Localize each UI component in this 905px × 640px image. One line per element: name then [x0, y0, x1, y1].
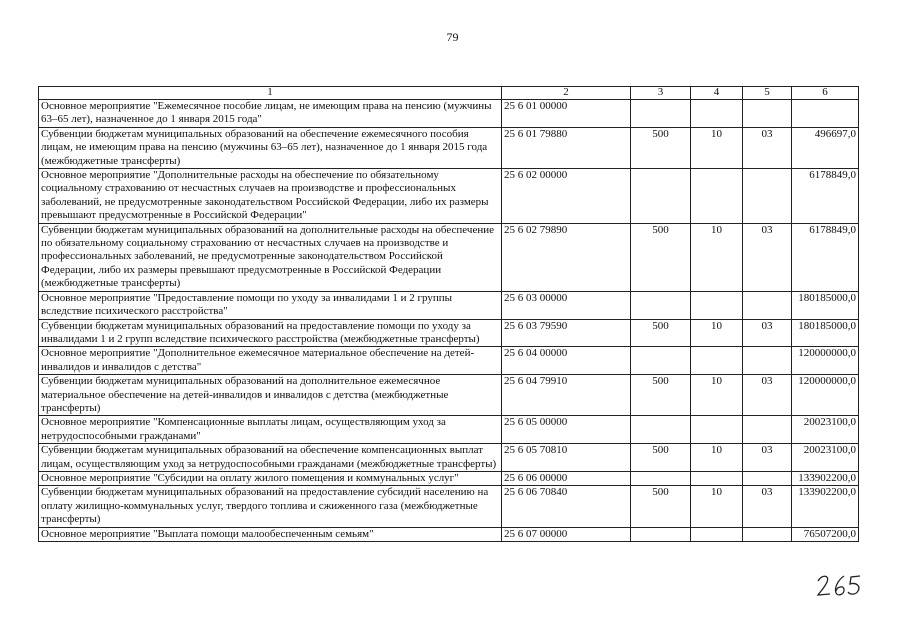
- col4-cell: 10: [691, 486, 743, 527]
- col3-cell: [631, 527, 691, 541]
- table-row: [39, 375, 859, 416]
- col3-cell: 500: [631, 319, 691, 347]
- col3-cell: [631, 471, 691, 485]
- measure-name-cell: Основное мероприятие "Компенсационные выплаты лицам, осуществляющим уход за нетрудоспособными гражданами": [39, 416, 502, 444]
- column-header: 1: [39, 87, 502, 100]
- amount-cell: 496697,0: [792, 127, 859, 168]
- table-row: [39, 100, 859, 128]
- col4-cell: [691, 527, 743, 541]
- col4-cell: 10: [691, 444, 743, 472]
- col3-cell: [631, 169, 691, 224]
- code-cell: 25 6 07 00000: [502, 527, 631, 541]
- table-row: [39, 416, 859, 444]
- amount-cell: 120000000,0: [792, 347, 859, 375]
- measure-name-cell: Субвенции бюджетам муниципальных образований на обеспечение компенсационных выплат лицам, осуществляющим уход за нетрудоспособными гражданами (межбюджетные трансферты): [39, 444, 502, 472]
- measure-name-cell: Основное мероприятие "Выплата помощи малообеспеченным семьям": [39, 527, 502, 541]
- col3-cell: 500: [631, 444, 691, 472]
- code-cell: 25 6 02 00000: [502, 169, 631, 224]
- col4-cell: [691, 471, 743, 485]
- col3-cell: [631, 100, 691, 128]
- column-header: 5: [743, 87, 792, 100]
- amount-cell: 20023100,0: [792, 416, 859, 444]
- amount-cell: 6178849,0: [792, 223, 859, 291]
- col5-cell: 03: [743, 486, 792, 527]
- measure-name-cell: Основное мероприятие "Предоставление помощи по уходу за инвалидами 1 и 2 группы вследствие психического расстройства": [39, 291, 502, 319]
- handwritten-page-mark: [814, 572, 874, 600]
- col5-cell: [743, 471, 792, 485]
- col4-cell: [691, 100, 743, 128]
- col5-cell: [743, 100, 792, 128]
- col5-cell: 03: [743, 223, 792, 291]
- table-row: [39, 444, 859, 472]
- code-cell: 25 6 01 79880: [502, 127, 631, 168]
- col4-cell: [691, 169, 743, 224]
- col5-cell: 03: [743, 444, 792, 472]
- amount-cell: 20023100,0: [792, 444, 859, 472]
- amount-cell: 180185000,0: [792, 319, 859, 347]
- column-header: 2: [502, 87, 631, 100]
- amount-cell: 133902200,0: [792, 471, 859, 485]
- col4-cell: [691, 347, 743, 375]
- col5-cell: 03: [743, 319, 792, 347]
- code-cell: 25 6 03 79590: [502, 319, 631, 347]
- col5-cell: 03: [743, 375, 792, 416]
- col3-cell: 500: [631, 486, 691, 527]
- col3-cell: [631, 347, 691, 375]
- amount-cell: 180185000,0: [792, 291, 859, 319]
- code-cell: 25 6 05 70810: [502, 444, 631, 472]
- col5-cell: [743, 527, 792, 541]
- budget-table: [38, 86, 859, 542]
- code-cell: 25 6 06 00000: [502, 471, 631, 485]
- table-row: [39, 223, 859, 291]
- table-row: [39, 486, 859, 527]
- amount-cell: 76507200,0: [792, 527, 859, 541]
- code-cell: 25 6 04 79910: [502, 375, 631, 416]
- column-header: 4: [691, 87, 743, 100]
- col4-cell: 10: [691, 127, 743, 168]
- table-body: [39, 100, 859, 542]
- col5-cell: [743, 169, 792, 224]
- measure-name-cell: Субвенции бюджетам муниципальных образований на предоставление субсидий населению на оплату жилищно-коммунальных услуг, твердого топлива и сжиженного газа (межбюджетные трансферты): [39, 486, 502, 527]
- column-header: 6: [792, 87, 859, 100]
- col3-cell: [631, 416, 691, 444]
- col5-cell: [743, 416, 792, 444]
- col4-cell: 10: [691, 223, 743, 291]
- measure-name-cell: Субвенции бюджетам муниципальных образований на предоставление помощи по уходу за инвалидами 1 и 2 групп вследствие психического расстройства (межбюджетные трансферты): [39, 319, 502, 347]
- amount-cell: 120000000,0: [792, 375, 859, 416]
- table-row: [39, 319, 859, 347]
- table-row: [39, 291, 859, 319]
- measure-name-cell: Основное мероприятие "Ежемесячное пособие лицам, не имеющим права на пенсию (мужчины 63–65 лет), назначенное до 1 января 2015 года": [39, 100, 502, 128]
- col4-cell: [691, 416, 743, 444]
- col3-cell: 500: [631, 127, 691, 168]
- measure-name-cell: Основное мероприятие "Субсидии на оплату жилого помещения и коммунальных услуг": [39, 471, 502, 485]
- column-header: 3: [631, 87, 691, 100]
- table-row: [39, 127, 859, 168]
- col5-cell: 03: [743, 127, 792, 168]
- col4-cell: 10: [691, 319, 743, 347]
- col5-cell: [743, 347, 792, 375]
- col4-cell: 10: [691, 375, 743, 416]
- page-number: 79: [446, 30, 459, 44]
- col3-cell: 500: [631, 223, 691, 291]
- col5-cell: [743, 291, 792, 319]
- amount-cell: 133902200,0: [792, 486, 859, 527]
- measure-name-cell: Основное мероприятие "Дополнительные расходы на обеспечение по обязательному социальному страхованию от несчастных случаев на производстве и профессиональных заболеваний, не предусмотренные законодательством Российской Федерации, либо их размеры превышают предусмотренные в Российской Федерации": [39, 169, 502, 224]
- code-cell: 25 6 01 00000: [502, 100, 631, 128]
- measure-name-cell: Основное мероприятие "Дополнительное ежемесячное материальное обеспечение на детей-инвалидов и инвалидов с детства": [39, 347, 502, 375]
- table-row: [39, 169, 859, 224]
- code-cell: 25 6 06 70840: [502, 486, 631, 527]
- code-cell: 25 6 02 79890: [502, 223, 631, 291]
- table-row: [39, 527, 859, 541]
- measure-name-cell: Субвенции бюджетам муниципальных образований на дополнительное ежемесячное материальное обеспечение на детей-инвалидов и инвалидов с детства (межбюджетные трансферты): [39, 375, 502, 416]
- amount-cell: 6178849,0: [792, 169, 859, 224]
- table-row: [39, 347, 859, 375]
- header-row: [39, 87, 859, 100]
- col3-cell: [631, 291, 691, 319]
- measure-name-cell: Субвенции бюджетам муниципальных образований на обеспечение ежемесячного пособия лицам, не имеющим права на пенсию (мужчины 63–65 лет), назначенное до 1 января 2015 года (межбюджетные трансферты): [39, 127, 502, 168]
- measure-name-cell: Субвенции бюджетам муниципальных образований на дополнительные расходы на обеспечение по обязательному социальному страхованию от несчастных случаев на производстве и профессиональных заболеваний, не предусмотренные законодательством Российской Федерации, либо их размеры превышают предусмотренные в Российской Федерации (межбюджетные трансферты): [39, 223, 502, 291]
- code-cell: 25 6 04 00000: [502, 347, 631, 375]
- code-cell: 25 6 05 00000: [502, 416, 631, 444]
- table-row: [39, 471, 859, 485]
- amount-cell: [792, 100, 859, 128]
- col4-cell: [691, 291, 743, 319]
- col3-cell: 500: [631, 375, 691, 416]
- code-cell: 25 6 03 00000: [502, 291, 631, 319]
